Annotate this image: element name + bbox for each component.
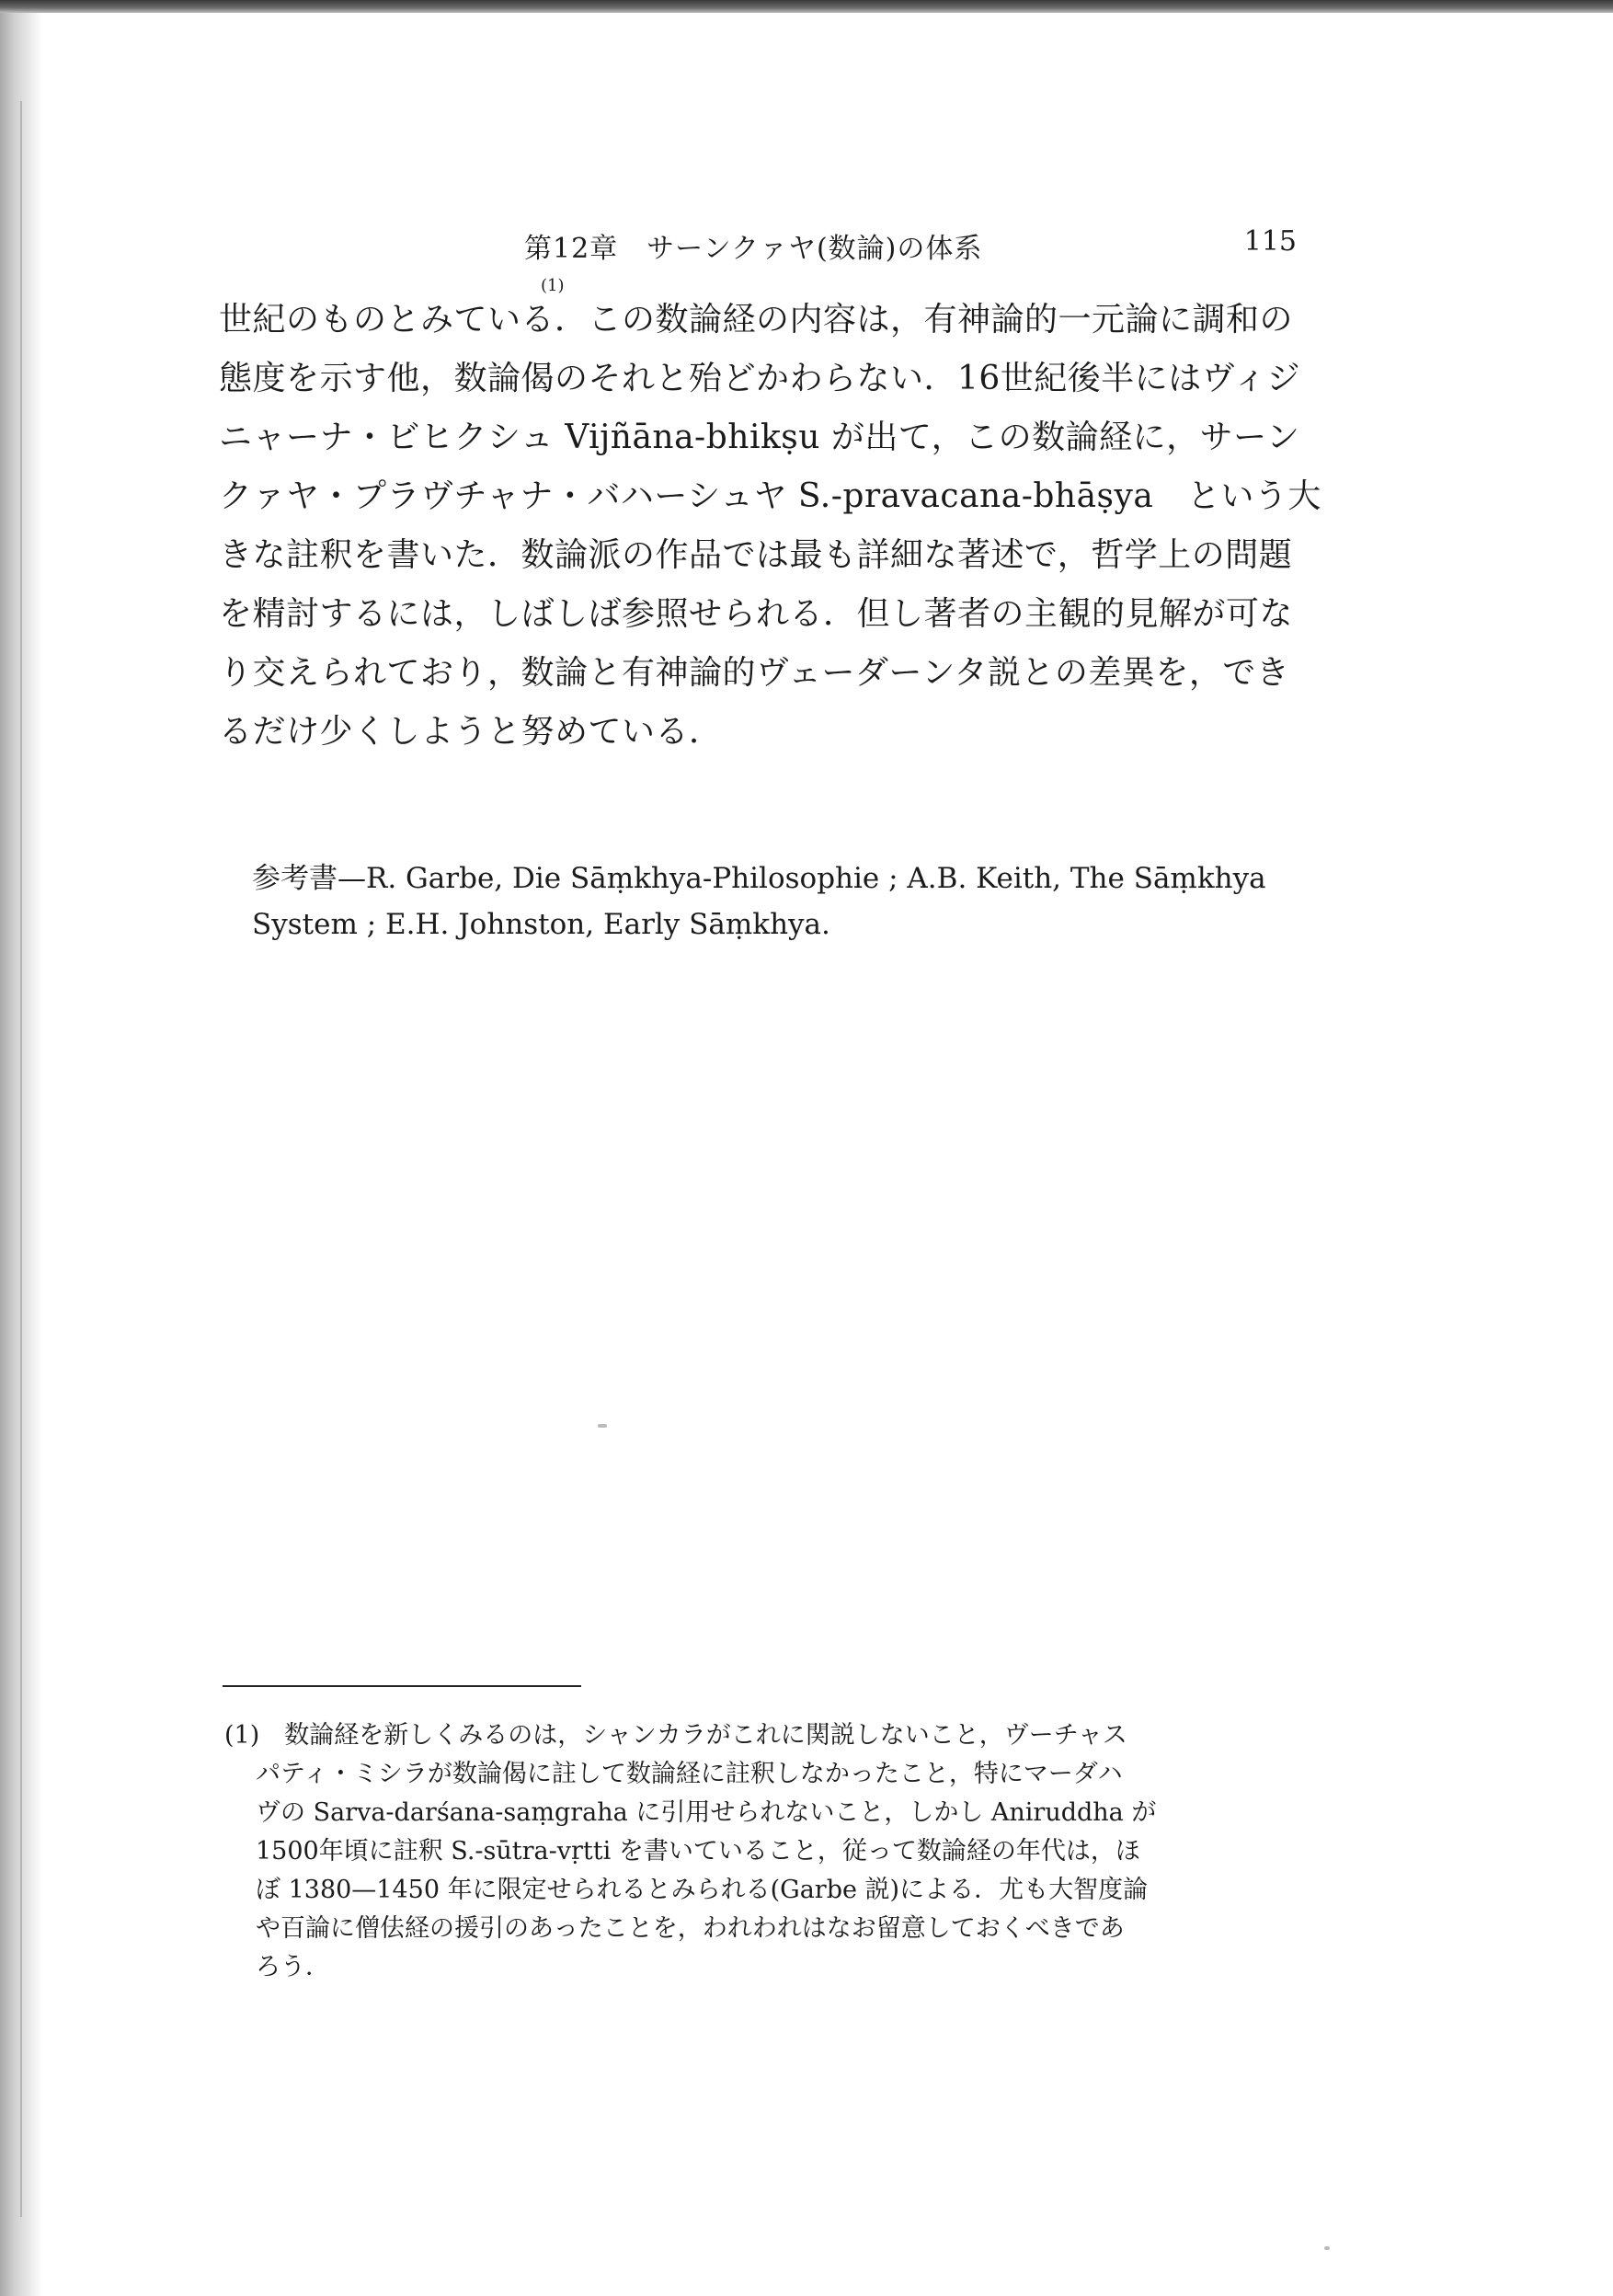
footnote: [224, 1716, 1300, 1987]
body-line: を精討するには，しばしば参照せられる．但し著者の主観的見解が可な: [219, 595, 1294, 633]
footnote-line: 1500年頃に註釈 S.-sūtra-vṛtti を書いていること，従って数論経の年代は，ほ: [256, 1837, 1140, 1866]
reference-line: 参考書—R. Garbe, Die Sāṃkhya-Philosophie ; A.B. Keith, The Sāṃkhya: [252, 862, 1266, 895]
scan-speck: [1324, 2246, 1330, 2250]
body-line: 世紀のものとみている．この数論経の内容は，有神論的一元論に調和の: [219, 301, 1294, 339]
running-head: [524, 225, 1297, 265]
footnote-rule: [223, 1685, 581, 1687]
footnote-line: ろう．: [256, 1953, 330, 1981]
footnote-line: や百論に僧佉経の援引のあったことを，われわれはなお留意しておくべきであ: [256, 1914, 1125, 1943]
footnote-line: パティ・ミシラが数論偈に註して数論経に註釈しなかったこと，特にマーダハ: [256, 1760, 1123, 1788]
body-line: ニャーナ・ビヒクシュ Vijñāna-bhikṣu が出て，この数論経に，サーン: [219, 419, 1300, 456]
footnote-reference: (1): [541, 276, 565, 295]
scan-speck: [598, 1424, 607, 1428]
body-line: り交えられており，数論と有神論的ヴェーダーンタ説との差異を，でき: [219, 654, 1290, 692]
reference-line: System ; E.H. Johnston, Early Sāṃkhya.: [252, 908, 830, 941]
chapter-title: 第12章 サーンクァヤ(数論)の体系: [524, 233, 983, 265]
body-line: クァヤ・プラヴチャナ・バハーシュヤ S.-pravacana-bhāṣya という大: [219, 477, 1321, 515]
references-block: [252, 855, 1300, 947]
scan-top-edge: [0, 0, 1613, 13]
page-number: 115: [1243, 225, 1297, 258]
body-line: るだけ少くしようと努めている．: [219, 713, 723, 751]
body-line: きな註釈を書いた．数論派の作品では最も詳細な著述で，哲学上の問題: [219, 536, 1293, 574]
footnote-line: ぼ 1380—1450 年に限定せられるとみられる(Garbe 説)による．尤も大智度論: [256, 1876, 1149, 1904]
body-line: 態度を示す他，数論偈のそれと殆どかわらない．16世紀後半にはヴィジ: [219, 360, 1301, 397]
scan-binding-line: [20, 101, 22, 2217]
footnote-line: ヴの Sarva-darśana-saṃgraha に引用せられないこと，しかし Aniruddha が: [256, 1798, 1157, 1827]
body-paragraph: [219, 291, 1321, 762]
footnote-line: (1) 数論経を新しくみるのは，シャンカラがこれに関説しないこと，ヴーチャス: [224, 1721, 1127, 1750]
